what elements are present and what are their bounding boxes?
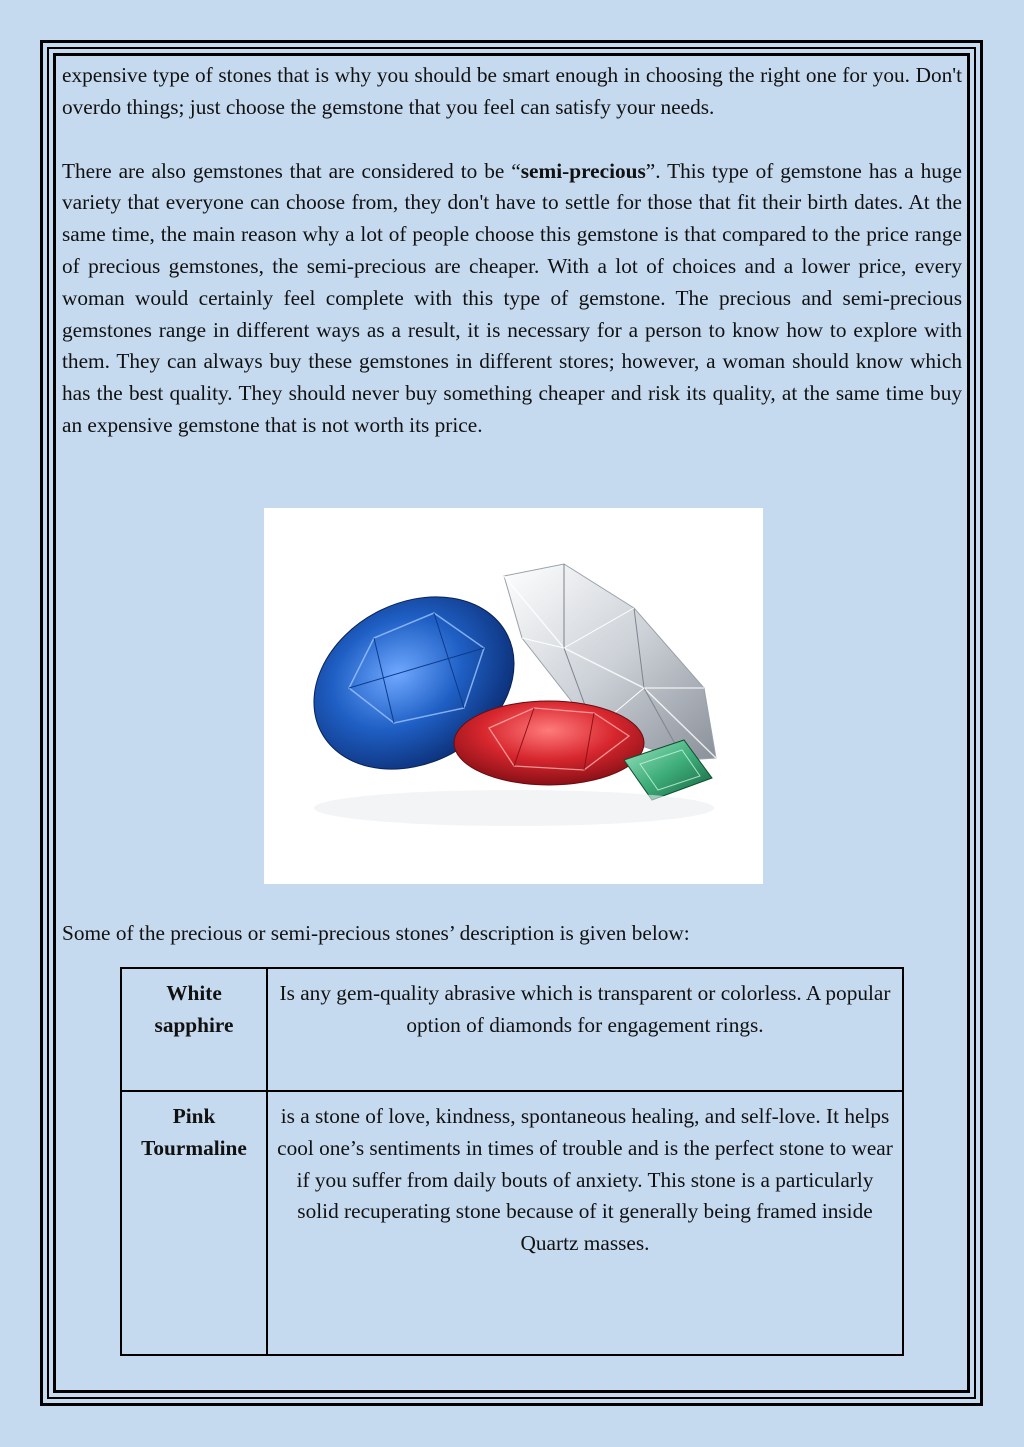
semi-precious-emphasis: semi-precious (520, 158, 646, 183)
paragraph-2-before: There are also gemstones that are considered to be “ (62, 158, 521, 183)
body-text (62, 60, 962, 442)
paragraph-2 (62, 156, 962, 442)
gemstone-table (120, 967, 904, 1356)
gem-shadow (314, 790, 714, 826)
gem-description-cell: is a stone of love, kindness, spontaneous healing, and self-love. It helps cool one’s sentiments in times of trouble and is the perfect stone to wear if you suffer from daily bouts of anxiety. This stone is a particularly solid recuperating stone because of it generally being framed inside Quartz masses. (267, 1091, 903, 1355)
gem-name-cell: White sapphire (121, 968, 267, 1091)
gemstones-illustration (264, 508, 763, 884)
paragraph-2-after: ”. This type of gemstone has a huge variety that everyone can choose from, they don't have to settle for those that fit their birth dates. At the same time, the main reason why a lot of people choose this gemstone is that compared to the price range of precious gemstones, the semi-precious are cheaper. With a lot of choices and a lower price, every woman would certainly feel complete with this type of gemstone. The precious and semi-precious gemstones range in different ways as a result, it is necessary for a person to know how to explore with them. They can always buy these gemstones in different stores; however, a woman should know which has the best quality. They should never buy something cheaper and risk its quality, at the same time buy an expensive gemstone that is not worth its price. (62, 158, 962, 437)
gem-name-cell: Pink Tourmaline (121, 1091, 267, 1355)
table-intro: Some of the precious or semi-precious stones’ description is given below: (62, 921, 690, 945)
gemstones-image (264, 508, 763, 884)
gem-description-cell: Is any gem-quality abrasive which is transparent or colorless. A popular option of diamonds for engagement rings. (267, 968, 903, 1091)
paragraph-1: expensive type of stones that is why you should be smart enough in choosing the right one for you. Don't overdo things; just choose the gemstone that you feel can satisfy your needs. (62, 63, 962, 119)
table-row (121, 968, 903, 1091)
table-row (121, 1091, 903, 1355)
red-ruby (454, 701, 644, 785)
